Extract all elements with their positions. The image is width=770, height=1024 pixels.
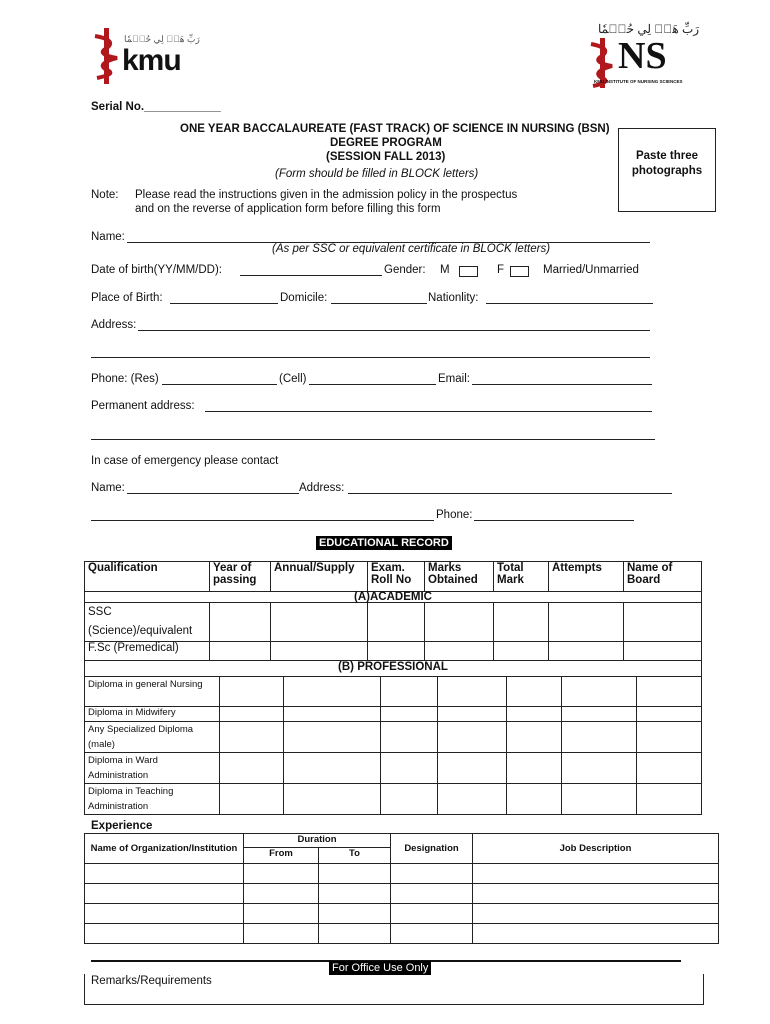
cell[interactable] xyxy=(368,603,425,642)
edu-header-attempts: Attempts xyxy=(549,562,624,592)
cell[interactable] xyxy=(210,603,271,642)
table-row xyxy=(85,924,719,944)
cell[interactable] xyxy=(494,603,549,642)
pob-label: Place of Birth: xyxy=(91,292,163,304)
cell-label: (Cell) xyxy=(279,373,307,385)
cell[interactable] xyxy=(438,707,507,722)
cell[interactable] xyxy=(85,924,244,944)
block-letters-note: (Form should be filled in BLOCK letters) xyxy=(275,168,479,180)
remarks-box[interactable] xyxy=(84,974,704,1005)
note-line2: and on the reverse of application form before filling this form xyxy=(135,203,441,215)
perm-address-field[interactable] xyxy=(205,411,652,412)
cell[interactable] xyxy=(425,603,494,642)
prof-row-general: Diploma in general Nursing xyxy=(85,677,220,707)
cell[interactable] xyxy=(507,784,562,815)
cell[interactable] xyxy=(220,707,284,722)
marital-label: Married/Unmarried xyxy=(543,264,639,276)
edu-header-annual: Annual/Supply xyxy=(271,562,368,592)
cell[interactable] xyxy=(284,677,381,707)
cell[interactable] xyxy=(473,884,719,904)
exp-header-designation: Designation xyxy=(391,834,473,864)
email-field[interactable] xyxy=(472,384,652,385)
cell[interactable] xyxy=(381,677,438,707)
cell[interactable] xyxy=(425,642,494,661)
cell[interactable] xyxy=(562,784,637,815)
cell[interactable] xyxy=(507,707,562,722)
table-row xyxy=(85,677,702,707)
edu-header-qualification: Qualification xyxy=(85,562,210,592)
pob-field[interactable] xyxy=(170,303,278,304)
professional-label: (B) PROFESSIONAL xyxy=(85,661,702,677)
gender-label: Gender: xyxy=(384,264,426,276)
cell[interactable] xyxy=(473,904,719,924)
edu-header-board: Name of Board xyxy=(624,562,702,592)
cell[interactable] xyxy=(381,753,438,784)
cell[interactable] xyxy=(637,677,702,707)
em-address-field[interactable] xyxy=(348,493,672,494)
perm-address-field-2[interactable] xyxy=(91,439,655,440)
serial-number: Serial No.____________ xyxy=(91,101,221,113)
address-label: Address: xyxy=(91,319,137,331)
ins-logo-sub: KMU INSTITUTE OF NURSING SCIENCES xyxy=(594,79,683,84)
title-line3: (SESSION FALL 2013) xyxy=(326,151,446,163)
cell[interactable] xyxy=(473,864,719,884)
photo-box xyxy=(618,128,716,212)
cell[interactable] xyxy=(637,753,702,784)
cell[interactable] xyxy=(391,864,473,884)
cell[interactable] xyxy=(220,722,284,753)
cell[interactable] xyxy=(438,753,507,784)
cell[interactable] xyxy=(391,884,473,904)
nationality-label: Nationlity: xyxy=(428,292,479,304)
table-row xyxy=(85,904,719,924)
em-phone-label: Phone: xyxy=(436,509,473,521)
academic-row-ssc: SSC (Science)/equivalent xyxy=(85,603,210,642)
cell[interactable] xyxy=(637,722,702,753)
domicile-field[interactable] xyxy=(331,303,427,304)
cell[interactable] xyxy=(271,642,368,661)
table-row xyxy=(85,707,702,722)
cell[interactable] xyxy=(391,924,473,944)
experience-table xyxy=(84,833,719,944)
note-line1: Please read the instructions given in the admission policy in the prospectus xyxy=(135,189,518,201)
address-field-2[interactable] xyxy=(91,357,650,358)
exp-header-duration: Duration xyxy=(244,834,391,848)
exp-header-org: Name of Organization/Institution xyxy=(85,834,244,864)
experience-title: Experience xyxy=(91,820,153,832)
cell[interactable] xyxy=(381,784,438,815)
cell[interactable] xyxy=(220,677,284,707)
academic-row-fsc: F.Sc (Premedical) xyxy=(85,642,210,661)
cell[interactable] xyxy=(637,784,702,815)
exp-header-to: To xyxy=(319,848,391,864)
edu-header-marks: Marks Obtained xyxy=(425,562,494,592)
edu-header-year: Year of passing xyxy=(210,562,271,592)
prof-row-specialized: Any Specialized Diploma (male) xyxy=(85,722,220,753)
female-label: F xyxy=(497,264,505,276)
prof-row-ward: Diploma in Ward Administration xyxy=(85,753,220,784)
cell[interactable] xyxy=(507,722,562,753)
cell[interactable] xyxy=(624,642,702,661)
table-row xyxy=(85,784,702,815)
prof-row-midwifery: Diploma in Midwifery xyxy=(85,707,220,722)
cell[interactable] xyxy=(438,677,507,707)
email-label: Email: xyxy=(438,373,470,385)
cell[interactable] xyxy=(507,677,562,707)
cell[interactable] xyxy=(244,884,319,904)
edu-table xyxy=(84,561,702,677)
cell[interactable] xyxy=(637,707,702,722)
kmu-logo-caption: رَبِّ هَبۡ لِي حُكۡمٗا xyxy=(124,34,200,44)
cell[interactable] xyxy=(284,784,381,815)
title-line1: ONE YEAR BACCALAUREATE (FAST TRACK) OF SCIENCE IN NURSING (BSN) xyxy=(180,123,610,135)
nationality-field[interactable] xyxy=(486,303,653,304)
cell[interactable] xyxy=(562,722,637,753)
male-checkbox[interactable] xyxy=(459,266,478,277)
cell[interactable] xyxy=(562,707,637,722)
cell[interactable] xyxy=(319,924,391,944)
name-hint: (As per SSC or equivalent certificate in BLOCK letters) xyxy=(272,243,551,255)
kmu-logo-text: kmu xyxy=(122,44,181,77)
cell[interactable] xyxy=(244,864,319,884)
photo-line2: photographs xyxy=(631,165,703,177)
prof-row-teaching: Diploma in Teaching Administration xyxy=(85,784,220,815)
em-phone-field[interactable] xyxy=(474,520,634,521)
kmu-logo xyxy=(92,28,202,86)
cell[interactable] xyxy=(549,642,624,661)
academic-label: (A)ACADEMIC xyxy=(85,592,702,603)
cell[interactable] xyxy=(284,707,381,722)
ins-logo-text: NS xyxy=(618,35,667,77)
exp-header-job: Job Description xyxy=(473,834,719,864)
ins-logo xyxy=(588,22,698,86)
cell[interactable] xyxy=(319,904,391,924)
cell[interactable] xyxy=(438,784,507,815)
edu-header-total: Total Mark xyxy=(494,562,549,592)
cell[interactable] xyxy=(244,904,319,924)
female-checkbox[interactable] xyxy=(510,266,529,277)
perm-address-label: Permanent address: xyxy=(91,400,195,412)
note-label: Note: xyxy=(91,189,119,201)
table-row xyxy=(85,884,719,904)
phone-res-field[interactable] xyxy=(162,384,277,385)
table-row xyxy=(85,864,719,884)
photo-line1: Paste three xyxy=(635,150,698,162)
address-field[interactable] xyxy=(138,330,650,331)
male-label: M xyxy=(440,264,450,276)
edu-banner: EDUCATIONAL RECORD xyxy=(316,536,452,550)
dob-label: Date of birth(YY/MM/DD): xyxy=(91,264,222,276)
em-address-label: Address: xyxy=(299,482,345,494)
cell[interactable] xyxy=(85,904,244,924)
ins-logo-caption: رَبِّ هَبۡ لِي حُكۡمٗا xyxy=(598,22,700,36)
em-name-label: Name: xyxy=(91,482,125,494)
cell[interactable] xyxy=(319,864,391,884)
name-label: Name: xyxy=(91,231,125,243)
table-row xyxy=(85,753,702,784)
cell[interactable] xyxy=(85,864,244,884)
cell[interactable] xyxy=(220,784,284,815)
em-extra-field[interactable] xyxy=(91,520,434,521)
cell[interactable] xyxy=(220,753,284,784)
cell[interactable] xyxy=(85,884,244,904)
edu-header-roll: Exam. Roll No xyxy=(368,562,425,592)
phone-res-label: Phone: (Res) xyxy=(91,373,159,385)
cell[interactable] xyxy=(391,904,473,924)
domicile-label: Domicile: xyxy=(280,292,328,304)
cell[interactable] xyxy=(381,707,438,722)
cell[interactable] xyxy=(210,642,271,661)
emergency-label: In case of emergency please contact xyxy=(91,455,279,467)
title-line2: DEGREE PROGRAM xyxy=(330,137,442,149)
cell[interactable] xyxy=(284,753,381,784)
professional-table xyxy=(84,676,702,815)
exp-header-from: From xyxy=(244,848,319,864)
cell[interactable] xyxy=(507,753,562,784)
table-row xyxy=(85,603,702,642)
cell[interactable] xyxy=(368,642,425,661)
table-row xyxy=(85,642,702,661)
cell[interactable] xyxy=(381,722,438,753)
table-row xyxy=(85,722,702,753)
cell[interactable] xyxy=(438,722,507,753)
cell[interactable] xyxy=(562,753,637,784)
dob-field[interactable] xyxy=(240,275,382,276)
cell[interactable] xyxy=(473,924,719,944)
cell[interactable] xyxy=(271,603,368,642)
em-name-field[interactable] xyxy=(127,493,299,494)
cell[interactable] xyxy=(284,722,381,753)
cell[interactable] xyxy=(624,603,702,642)
cell-field[interactable] xyxy=(309,384,436,385)
office-banner: For Office Use Only xyxy=(329,961,431,975)
cell[interactable] xyxy=(494,642,549,661)
cell[interactable] xyxy=(244,924,319,944)
cell[interactable] xyxy=(319,884,391,904)
cell[interactable] xyxy=(549,603,624,642)
remarks-label: Remarks/Requirements xyxy=(91,975,212,987)
cell[interactable] xyxy=(562,677,637,707)
